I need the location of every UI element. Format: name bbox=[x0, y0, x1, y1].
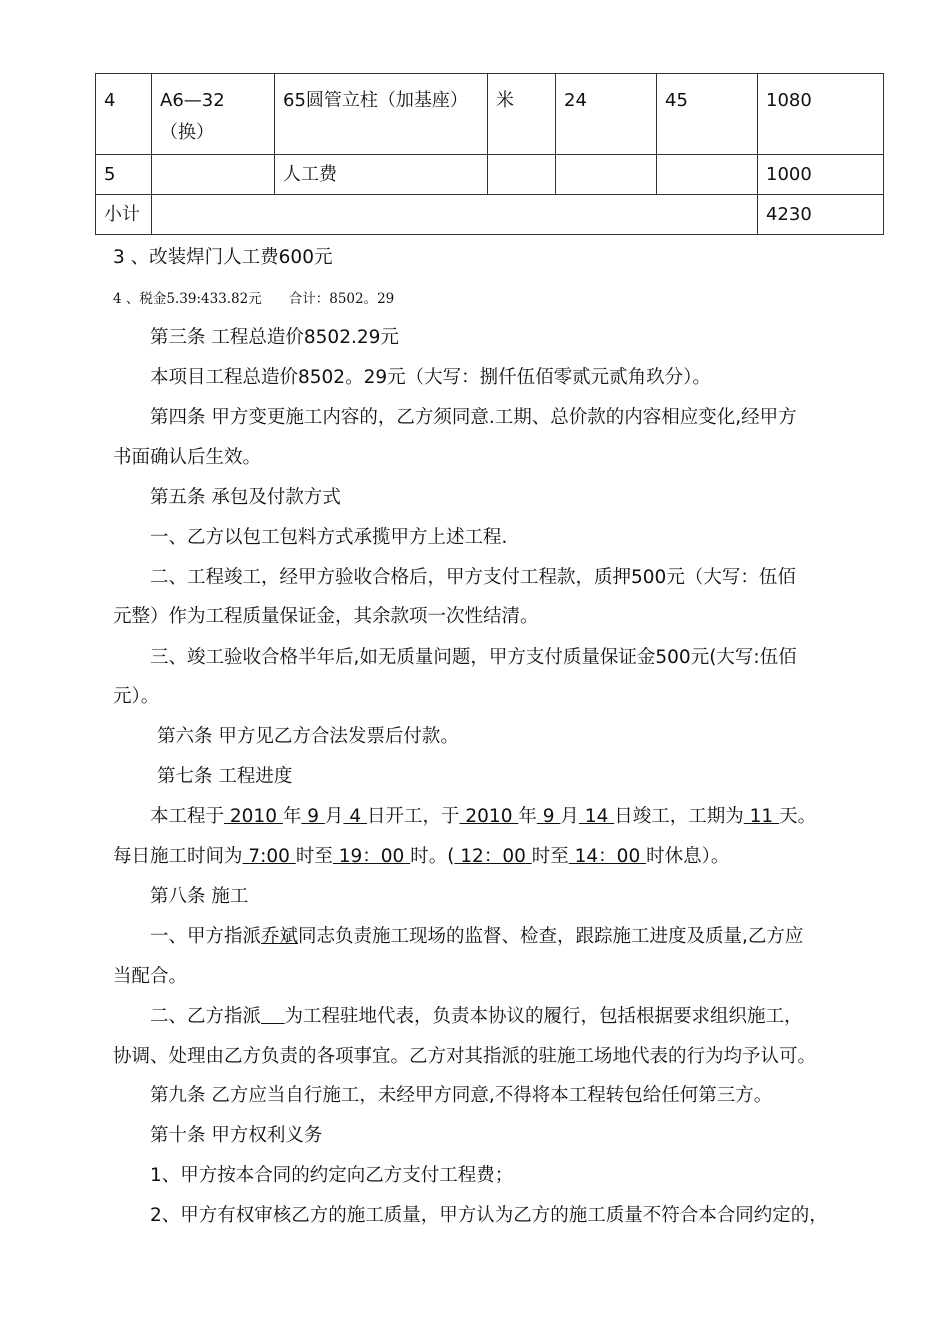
end-day: 14 bbox=[578, 806, 615, 827]
article-3-title: 第三条 工程总造价8502.29元 bbox=[150, 327, 399, 348]
cell-item: 人工费 bbox=[275, 155, 488, 195]
article-8-item1-line1 bbox=[150, 925, 803, 949]
table-row bbox=[96, 155, 884, 195]
total-price-line: 本项目工程总造价8502。29元（大写：捌仟伍佰零贰元贰角玖分）。 bbox=[150, 367, 711, 388]
table-row-subtotal bbox=[96, 195, 884, 235]
table-row bbox=[96, 74, 884, 155]
article-7-title: 第七条 工程进度 bbox=[157, 766, 293, 787]
article-8-item2-line2: 协调、处理由乙方负责的各项事宜。乙方对其指派的驻施工场地代表的行为均予认可。 bbox=[113, 1046, 817, 1067]
article-5-item3-line1: 三、竣工验收合格半年后,如无质量问题，甲方支付质量保证金500元(大写:伍佰 bbox=[150, 647, 797, 668]
article-8-item1-line2: 当配合。 bbox=[113, 966, 188, 987]
subtotal-label: 小计 bbox=[96, 195, 152, 235]
article-5-title: 第五条 承包及付款方式 bbox=[150, 487, 341, 508]
cell-no: 4 bbox=[96, 74, 152, 155]
text: 本工程于 bbox=[150, 806, 225, 827]
article-4-line1: 第四条 甲方变更施工内容的，乙方须同意.工期、总价款的内容相应变化,经甲方 bbox=[150, 407, 797, 428]
cell-code bbox=[152, 74, 275, 155]
text: 一、甲方指派 bbox=[150, 926, 262, 947]
duration-days: 11 bbox=[743, 806, 780, 827]
cell-code-line2: （换） bbox=[160, 122, 214, 143]
text: 日竣工，工期为 bbox=[614, 806, 744, 827]
article-4-line2: 书面确认后生效。 bbox=[113, 447, 262, 468]
article-6: 第六条 甲方见乙方合法发票后付款。 bbox=[157, 726, 459, 747]
supervisor-name: 乔斌 bbox=[261, 926, 299, 947]
text: 天。 bbox=[779, 806, 817, 827]
cell-amount: 1000 bbox=[758, 155, 884, 195]
cell-price bbox=[657, 155, 758, 195]
cell-qty: 24 bbox=[556, 74, 657, 155]
text: 为工程驻地代表，负责本协议的履行，包括根据要求组织施工， bbox=[284, 1006, 803, 1027]
rest-end: 14：00 bbox=[568, 846, 647, 867]
cost-table bbox=[95, 73, 884, 235]
cell-code bbox=[152, 155, 275, 195]
work-start: 7:00 bbox=[242, 846, 296, 867]
cell-no: 5 bbox=[96, 155, 152, 195]
text: 月 bbox=[560, 806, 579, 827]
rest-start: 12：00 bbox=[454, 846, 532, 867]
start-month: 9 bbox=[301, 806, 325, 827]
text: 日开工，于 bbox=[366, 806, 460, 827]
article-10-item2: 2、甲方有权审核乙方的施工质量，甲方认为乙方的施工质量不符合本合同约定的， bbox=[150, 1205, 828, 1226]
text: 年 bbox=[518, 806, 537, 827]
text: 时休息）。 bbox=[646, 846, 730, 867]
start-day: 4 bbox=[343, 806, 367, 827]
text: 二、乙方指派 bbox=[150, 1006, 262, 1027]
text: 时。( bbox=[410, 846, 455, 867]
subtotal-empty bbox=[152, 195, 758, 235]
article-8-title: 第八条 施工 bbox=[150, 886, 249, 907]
cell-price: 45 bbox=[657, 74, 758, 155]
line-welding-fee: 3 、改装焊门人工费600元 bbox=[113, 247, 333, 268]
cell-unit: 米 bbox=[488, 74, 556, 155]
cell-qty bbox=[556, 155, 657, 195]
work-end: 19：00 bbox=[332, 846, 411, 867]
cell-code-line1: A6—32 bbox=[160, 90, 225, 111]
end-year: 2010 bbox=[459, 806, 519, 827]
article-10-title: 第十条 甲方权利义务 bbox=[150, 1125, 323, 1146]
article-8-item2-line1 bbox=[150, 1005, 803, 1029]
cell-amount: 1080 bbox=[758, 74, 884, 155]
cell-unit bbox=[488, 155, 556, 195]
text: 时至 bbox=[295, 846, 333, 867]
article-10-item1: 1、甲方按本合同的约定向乙方支付工程费； bbox=[150, 1165, 514, 1186]
schedule-line bbox=[150, 805, 816, 829]
article-5-item2-line1: 二、工程竣工，经甲方验收合格后，甲方支付工程款，质押500元（大写：伍佰 bbox=[150, 567, 796, 588]
representative-blank bbox=[261, 1006, 285, 1027]
article-5-item1: 一、乙方以包工包料方式承揽甲方上述工程. bbox=[150, 527, 508, 548]
cell-item: 65圆管立柱（加基座） bbox=[275, 74, 488, 155]
end-month: 9 bbox=[536, 806, 561, 827]
text: 同志负责施工现场的监督、检查，跟踪施工进度及质量,乙方应 bbox=[298, 926, 804, 947]
article-5-item3-line2: 元）。 bbox=[113, 686, 160, 707]
subtotal-value: 4230 bbox=[758, 195, 884, 235]
daily-hours-line bbox=[113, 845, 729, 869]
text: 时至 bbox=[531, 846, 569, 867]
line-tax: 4 、税金5.39:433.82元 合计：8502。29 bbox=[113, 291, 395, 307]
start-year: 2010 bbox=[224, 806, 283, 827]
article-5-item2-line2: 元整）作为工程质量保证金，其余款项一次性结清。 bbox=[113, 606, 539, 627]
text: 月 bbox=[324, 806, 344, 827]
article-9: 第九条 乙方应当自行施工，未经甲方同意,不得将本工程转包给任何第三方。 bbox=[150, 1085, 773, 1106]
text: 每日施工时间为 bbox=[113, 846, 243, 867]
text: 年 bbox=[282, 806, 302, 827]
